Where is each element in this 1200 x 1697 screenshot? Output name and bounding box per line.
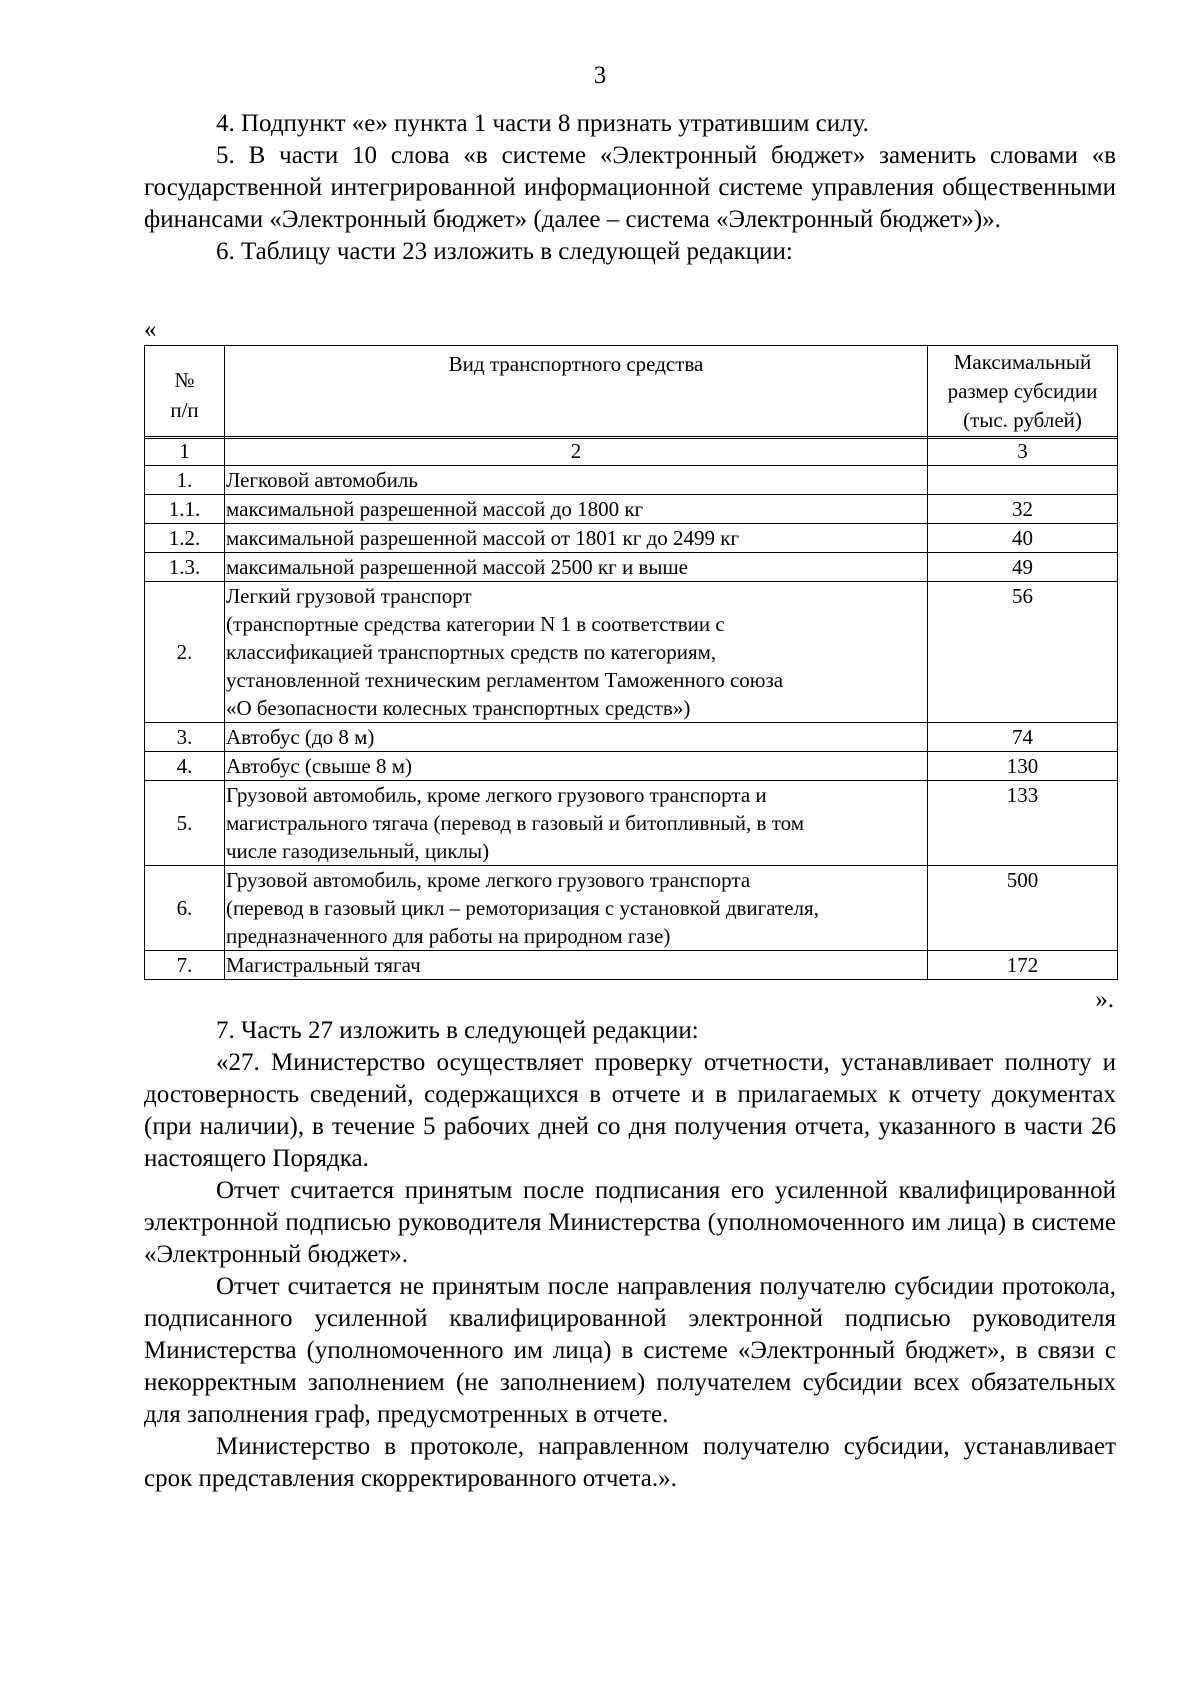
row-number: 2. [145,582,225,723]
vehicle-type-line: классификацией транспортных средств по категориям, [226,640,717,664]
paragraph-report-accepted: Отчет считается принятым после подписания его усиленной квалифицированной электронной подписью руководителя Министерства (уполномоченного им лица) в системе «Электронный бюджет». [144,1177,1116,1268]
vehicle-type [225,524,928,553]
vehicle-type-line: Легковой автомобиль [226,468,418,492]
vehicle-type-line: магистрального тягача (перевод в газовый и битопливный, в том [226,811,804,835]
table-row [145,582,1118,723]
vehicle-type-line: максимальной разрешенной массой от 1801 кг до 2499 кг [226,526,740,550]
table-row [145,553,1118,582]
header-max-line: (тыс. рублей) [963,408,1082,432]
header-max-line: размер субсидии [947,379,1098,403]
vehicle-type-line: максимальной разрешенной массой 2500 кг и выше [226,555,688,579]
table-open-quote: « [144,316,157,343]
max-subsidy-value: 133 [928,781,1118,866]
table-header [144,345,1118,439]
paragraph-item-5: 5. В части 10 слова «в системе «Электронный бюджет» заменить словами «в государственной интегрированной информационной системе управления общественными финансами «Электронный бюджет» (далее – система «Электронный бюджет»)». [144,142,1116,233]
vehicle-type [225,582,928,723]
table-row [145,781,1118,866]
paragraph-item-7: 7. Часть 27 изложить в следующей редакции: [216,1017,699,1044]
vehicle-type [225,781,928,866]
row-number: 1. [145,466,225,495]
vehicle-type [225,723,928,752]
vehicle-type-line: Грузовой автомобиль, кроме легкого грузового транспорта [226,868,751,892]
row-number: 7. [145,951,225,980]
table-header-row [145,346,1118,439]
column-number: 3 [928,437,1118,466]
max-subsidy-value: 500 [928,866,1118,951]
header-vid-cell: Вид транспортного средства [225,346,928,439]
max-subsidy-value: 56 [928,582,1118,723]
paragraph-27: «27. Министерство осуществляет проверку отчетности, устанавливает полноту и достоверность сведений, содержащихся в отчете и в прилагаемых к отчету документах (при наличии), в течение 5 рабочих дней со дня получения отчета, указанного в части 26 настоящего Порядка. [144,1049,1116,1172]
vehicle-type-line: (транспортные средства категории N 1 в соответствии с [226,612,725,636]
vehicle-type-line: максимальной разрешенной массой до 1800 кг [226,497,644,521]
row-number: 1.3. [145,553,225,582]
row-number: 4. [145,752,225,781]
header-num-line: п/п [170,398,199,422]
row-number: 1.1. [145,495,225,524]
header-num-cell [145,346,225,439]
table-row [145,524,1118,553]
vehicle-type [225,951,928,980]
table-body [145,437,1118,980]
table-close-quote: ». [1095,986,1114,1013]
vehicle-type [225,752,928,781]
header-max-cell [928,346,1118,439]
column-number: 1 [145,437,225,466]
vehicle-type-line: Легкий грузовой транспорт [226,584,472,608]
table-row [145,495,1118,524]
vehicle-type-line: установленной техническим регламентом Таможенного союза [226,668,784,692]
vehicle-type-line: «О безопасности колесных транспортных средств») [226,696,691,720]
header-max-line: Максимальный [953,350,1092,374]
vehicle-type-line: (перевод в газовый цикл – ремоторизация с установкой двигателя, [226,896,819,920]
column-numbers-row [145,437,1118,466]
vehicle-type [225,495,928,524]
header-num-line: № [174,368,195,392]
table-row [145,752,1118,781]
bottom-text-block [144,1015,1116,1495]
max-subsidy-value: 74 [928,723,1118,752]
max-subsidy-value: 32 [928,495,1118,524]
vehicle-type [225,466,928,495]
table-row [145,951,1118,980]
paragraph-item-6: 6. Таблицу части 23 изложить в следующей редакции: [216,238,793,265]
top-text-block [144,108,1116,268]
vehicle-type [225,866,928,951]
max-subsidy-value: 40 [928,524,1118,553]
max-subsidy-value: 172 [928,951,1118,980]
paragraph-report-not-accepted: Отчет считается не принятым после направления получателю субсидии протокола, подписанного усиленной квалифицированной электронной подписью руководителя Министерства (уполномоченного им лица) в системе «Электронный бюджет», в связи с некорректным заполнением (не заполнением) получателем субсидии всех обязательных для заполнения граф, предусмотренных в отчете. [144,1273,1116,1428]
table-row [145,723,1118,752]
column-number: 2 [225,437,928,466]
vehicle-type [225,553,928,582]
vehicle-type-line: предназначенного для работы на природном газе) [226,924,671,948]
table-row [145,866,1118,951]
table-row [145,466,1118,495]
row-number: 5. [145,781,225,866]
vehicle-type-line: Магистральный тягач [226,953,421,977]
page-number: 3 [593,62,607,89]
vehicle-type-line: Грузовой автомобиль, кроме легкого грузового транспорта и [226,783,767,807]
max-subsidy-value: 49 [928,553,1118,582]
max-subsidy-value [928,466,1118,495]
vehicle-type-line: Автобус (свыше 8 м) [226,754,413,778]
row-number: 1.2. [145,524,225,553]
row-number: 3. [145,723,225,752]
vehicle-subsidy-table [144,436,1118,980]
vehicle-type-line: Автобус (до 8 м) [226,725,375,749]
max-subsidy-value: 130 [928,752,1118,781]
row-number: 6. [145,866,225,951]
paragraph-item-4: 4. Подпункт «е» пункта 1 части 8 признать утратившим силу. [216,110,869,137]
paragraph-ministry-protocol: Министерство в протоколе, направленном получателю субсидии, устанавливает срок представления скорректированного отчета.». [144,1433,1116,1492]
vehicle-type-line: числе газодизельный, циклы) [226,839,490,863]
